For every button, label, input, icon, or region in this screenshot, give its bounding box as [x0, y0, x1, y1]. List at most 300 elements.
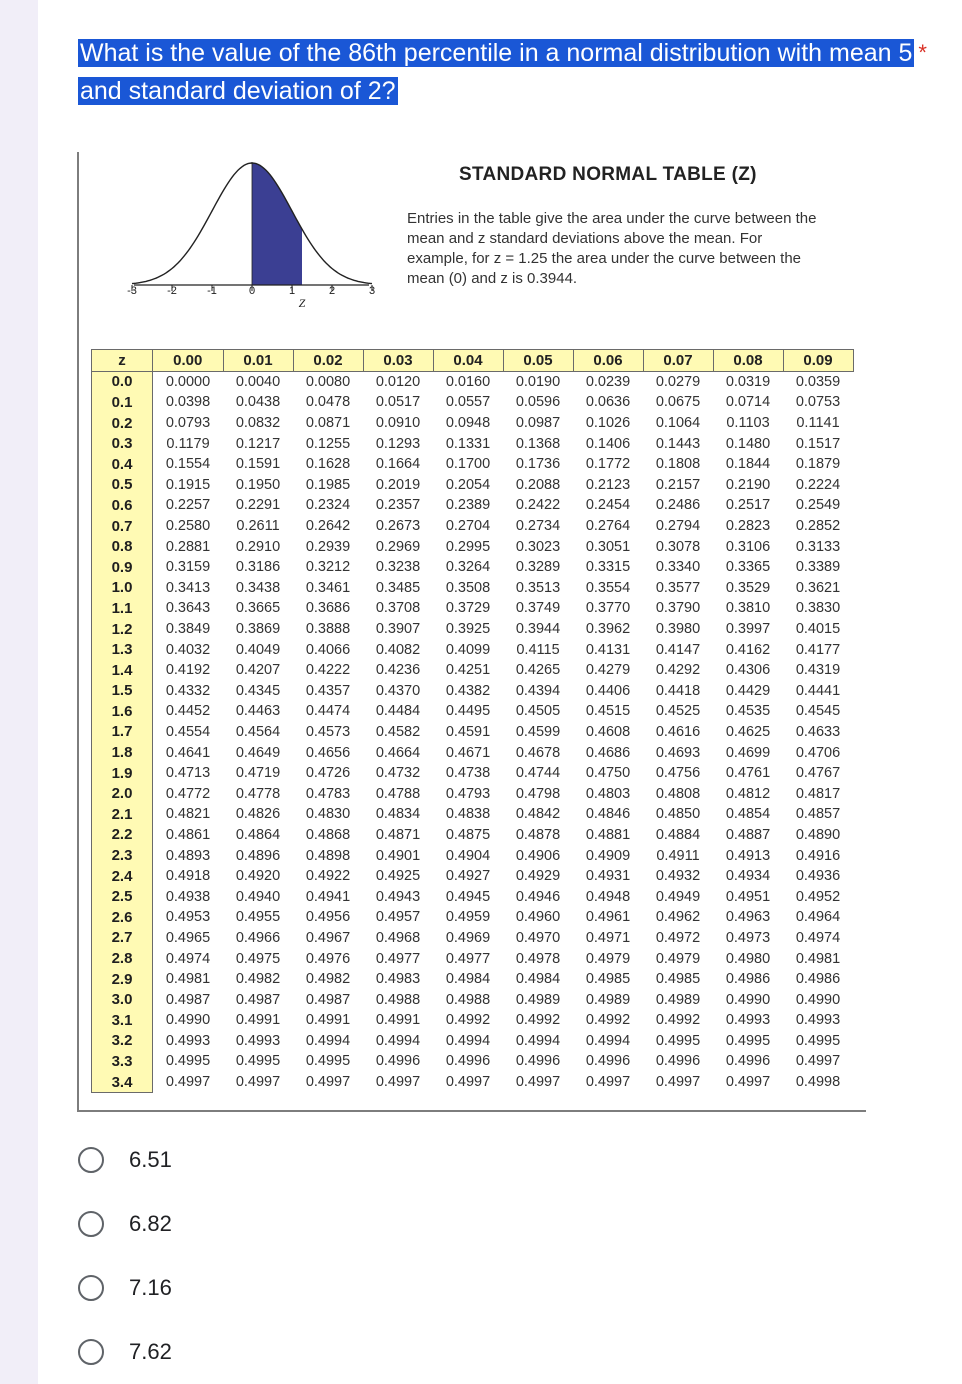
z-table-cell: 0.4345: [235, 682, 281, 699]
z-value-cell: 0.8: [92, 536, 153, 557]
z-table-cell: 0.4993: [165, 1032, 211, 1049]
z-table-cell: 0.4625: [725, 723, 771, 740]
z-table-cell: 0.4920: [235, 868, 281, 885]
z-table-cell: 0.4319: [795, 662, 841, 679]
z-table-cell: 0.3729: [445, 600, 491, 617]
z-table-cell: 0.0987: [515, 415, 561, 432]
z-table-row: [92, 886, 854, 907]
z-table-cell: 0.4871: [375, 826, 421, 843]
z-table-cell: 0.4826: [235, 806, 281, 823]
z-table-cell: 0.4966: [235, 929, 281, 946]
z-table-cell: 0.4131: [585, 641, 631, 658]
z-table-cell: 0.0675: [655, 394, 701, 411]
z-table-cell: 0.0080: [305, 373, 351, 390]
z-table-cell: 0.4913: [725, 847, 771, 864]
z-table-cell: 0.4995: [795, 1032, 841, 1049]
z-value-cell: 0.0: [92, 371, 153, 392]
z-table-cell: 0.1879: [795, 456, 841, 473]
z-table-cell: 0.4969: [445, 929, 491, 946]
z-table-cell: 0.4997: [165, 1074, 211, 1091]
curve-tick-label: 2: [328, 285, 336, 297]
z-table-cell: 0.1664: [375, 456, 421, 473]
z-table-cell: 0.4990: [725, 991, 771, 1008]
z-table-cell: 0.4940: [235, 888, 281, 905]
z-table-cell: 0.4761: [725, 765, 771, 782]
z-value-cell: 0.6: [92, 495, 153, 516]
z-table-cell: 0.4996: [515, 1053, 561, 1070]
z-table-cell: 0.4932: [655, 868, 701, 885]
z-table-cell: 0.3461: [305, 579, 351, 596]
z-table-cell: 0.4989: [515, 991, 561, 1008]
z-table-cell: 0.4974: [165, 950, 211, 967]
z-table-cell: 0.4961: [585, 909, 631, 926]
z-table-cell: 0.1985: [305, 476, 351, 493]
z-table-cell: 0.4997: [585, 1074, 631, 1091]
z-table-cell: 0.4996: [375, 1053, 421, 1070]
z-table-cell: 0.2734: [515, 518, 561, 535]
z-value-cell: 1.6: [92, 701, 153, 722]
z-table-cell: 0.0398: [165, 394, 211, 411]
z-table-column-header: 0.05: [503, 350, 573, 372]
z-table-cell: 0.4963: [725, 909, 771, 926]
z-value-cell: 2.1: [92, 804, 153, 825]
z-table-cell: 0.4992: [515, 1012, 561, 1029]
z-table-cell: 0.3962: [585, 621, 631, 638]
z-table-cell: 0.4977: [375, 950, 421, 967]
z-table-cell: 0.4693: [655, 744, 701, 761]
z-table-cell: 0.4656: [305, 744, 351, 761]
z-table-column-header: 0.03: [363, 350, 433, 372]
z-table-cell: 0.4525: [655, 703, 701, 720]
z-table-cell: 0.4678: [515, 744, 561, 761]
z-table-cell: 0.4370: [375, 682, 421, 699]
z-table-cell: 0.4049: [235, 641, 281, 658]
z-value-cell: 1.7: [92, 722, 153, 743]
z-table: [91, 349, 854, 1093]
z-table-cell: 0.4929: [515, 868, 561, 885]
z-table-cell: 0.4981: [165, 971, 211, 988]
z-table-cell: 0.4982: [305, 971, 351, 988]
z-table-cell: 0.4699: [725, 744, 771, 761]
z-value-cell: 3.0: [92, 989, 153, 1010]
z-table-cell: 0.4972: [655, 929, 701, 946]
z-table-cell: 0.4082: [375, 641, 421, 658]
radio-button[interactable]: [78, 1147, 104, 1173]
z-table-row: [92, 845, 854, 866]
z-table-cell: 0.4750: [585, 765, 631, 782]
z-table-cell: 0.3869: [235, 621, 281, 638]
z-table-cell: 0.1368: [515, 435, 561, 452]
z-table-cell: 0.1480: [725, 435, 771, 452]
z-table-row: [92, 783, 854, 804]
z-table-cell: 0.4162: [725, 641, 771, 658]
z-table-cell: 0.4973: [725, 929, 771, 946]
z-table-cell: 0.4993: [795, 1012, 841, 1029]
z-table-cell: 0.4998: [795, 1074, 841, 1091]
z-table-cell: 0.1628: [305, 456, 351, 473]
z-table-cell: 0.2969: [375, 538, 421, 555]
z-table-row: [92, 392, 854, 413]
z-table-cell: 0.4633: [795, 723, 841, 740]
option-label: 6.82: [129, 1211, 172, 1236]
z-table-cell: 0.4993: [235, 1032, 281, 1049]
z-table-cell: 0.0832: [235, 415, 281, 432]
z-table-cell: 0.0120: [375, 373, 421, 390]
z-table-cell: 0.0517: [375, 394, 421, 411]
z-value-cell: 0.3: [92, 433, 153, 454]
z-table-cell: 0.4988: [445, 991, 491, 1008]
z-value-cell: 2.7: [92, 928, 153, 949]
z-value-cell: 0.2: [92, 413, 153, 434]
z-table-row: [92, 619, 854, 640]
z-table-cell: 0.3925: [445, 621, 491, 638]
z-table-cell: 0.4996: [585, 1053, 631, 1070]
z-value-cell: 3.4: [92, 1072, 153, 1093]
z-value-cell: 0.4: [92, 454, 153, 475]
z-table-cell: 0.4957: [375, 909, 421, 926]
z-table-cell: 0.1772: [585, 456, 631, 473]
z-table-row: [92, 681, 854, 702]
z-table-cell: 0.0000: [165, 373, 211, 390]
z-table-row: [92, 454, 854, 475]
z-table-cell: 0.4934: [725, 868, 771, 885]
z-table-cell: 0.3315: [585, 559, 631, 576]
z-table-cell: 0.2019: [375, 476, 421, 493]
z-table-column-header: 0.08: [713, 350, 783, 372]
z-table-cell: 0.4726: [305, 765, 351, 782]
z-table-cell: 0.4554: [165, 723, 211, 740]
z-table-cell: 0.4222: [305, 662, 351, 679]
z-table-cell: 0.2291: [235, 497, 281, 514]
z-table-cell: 0.4608: [585, 723, 631, 740]
z-table-cell: 0.4265: [515, 662, 561, 679]
z-table-cell: 0.4916: [795, 847, 841, 864]
z-table-cell: 0.4994: [515, 1032, 561, 1049]
z-table-cell: 0.4884: [655, 826, 701, 843]
z-table-cell: 0.4987: [305, 991, 351, 1008]
z-table-cell: 0.4706: [795, 744, 841, 761]
z-table-cell: 0.4987: [235, 991, 281, 1008]
z-table-cell: 0.3413: [165, 579, 211, 596]
radio-button[interactable]: [78, 1275, 104, 1301]
z-table-cell: 0.3159: [165, 559, 211, 576]
z-table-cell: 0.4985: [655, 971, 701, 988]
z-table-cell: 0.4922: [305, 868, 351, 885]
z-table-cell: 0.4744: [515, 765, 561, 782]
z-table-cell: 0.2454: [585, 497, 631, 514]
z-table-cell: 0.3289: [515, 559, 561, 576]
z-table-cell: 0.3708: [375, 600, 421, 617]
z-value-cell: 0.1: [92, 392, 153, 413]
z-table-cell: 0.3078: [655, 538, 701, 555]
z-table-row: [92, 763, 854, 784]
z-table-cell: 0.4977: [445, 950, 491, 967]
z-table-cell: 0.4986: [795, 971, 841, 988]
z-table-cell: 0.4995: [725, 1032, 771, 1049]
radio-button[interactable]: [78, 1339, 104, 1365]
z-table-row: [92, 578, 854, 599]
z-table-cell: 0.4821: [165, 806, 211, 823]
z-table-cell: 0.4732: [375, 765, 421, 782]
z-value-cell: 2.4: [92, 866, 153, 887]
z-table-cell: 0.4830: [305, 806, 351, 823]
z-table-cell: 0.1331: [445, 435, 491, 452]
z-table-cell: 0.4418: [655, 682, 701, 699]
z-table-cell: 0.4994: [305, 1032, 351, 1049]
z-table-row: [92, 989, 854, 1010]
z-table-cell: 0.3790: [655, 600, 701, 617]
z-table-cell: 0.0319: [725, 373, 771, 390]
z-table-cell: 0.4982: [235, 971, 281, 988]
curve-tick-label: 1: [288, 285, 296, 297]
z-table-cell: 0.4946: [515, 888, 561, 905]
z-table-cell: 0.4991: [305, 1012, 351, 1029]
z-table-cell: 0.1700: [445, 456, 491, 473]
z-table-cell: 0.4495: [445, 703, 491, 720]
z-table-cell: 0.4893: [165, 847, 211, 864]
z-table-cell: 0.4406: [585, 682, 631, 699]
z-table-cell: 0.0636: [585, 394, 631, 411]
z-table-cell: 0.1103: [726, 415, 770, 432]
z-table-cell: 0.4616: [655, 723, 701, 740]
z-table-column-header: 0.06: [573, 350, 643, 372]
z-value-cell: 2.5: [92, 886, 153, 907]
z-value-cell: 0.5: [92, 475, 153, 496]
z-table-cell: 0.4995: [235, 1053, 281, 1070]
z-table-cell: 0.1293: [375, 435, 421, 452]
z-table-cell: 0.1844: [725, 456, 771, 473]
z-table-cell: 0.2190: [725, 476, 771, 493]
z-table-cell: 0.4997: [725, 1074, 771, 1091]
z-table-cell: 0.3133: [795, 538, 841, 555]
z-table-row: [92, 557, 854, 578]
z-table-row: [92, 495, 854, 516]
z-table-cell: 0.4846: [585, 806, 631, 823]
z-table-cell: 0.4357: [305, 682, 351, 699]
answer-option-1[interactable]: [78, 1128, 172, 1192]
z-table-cell: 0.2486: [655, 497, 701, 514]
z-table-row: [92, 907, 854, 928]
question-line-1: What is the value of the 86th percentile in a normal distribution with mean 5: [80, 39, 913, 67]
z-table-cell: 0.0160: [445, 373, 491, 390]
z-table-cell: 0.3508: [445, 579, 491, 596]
z-table-row: [92, 433, 854, 454]
z-table-row: [92, 928, 854, 949]
z-table-cell: 0.3438: [235, 579, 281, 596]
curve-tick-label: 0: [248, 285, 256, 297]
z-table-cell: 0.4997: [655, 1074, 701, 1091]
z-value-cell: 2.8: [92, 948, 153, 969]
z-table-row: [92, 969, 854, 990]
z-table-cell: 0.3830: [795, 600, 841, 617]
z-table-cell: 0.4236: [375, 662, 421, 679]
z-table-cell: 0.4842: [515, 806, 561, 823]
z-table-cell: 0.4850: [655, 806, 701, 823]
answer-option-4[interactable]: [78, 1320, 172, 1384]
z-value-cell: 1.8: [92, 742, 153, 763]
z-table-cell: 0.4990: [795, 991, 841, 1008]
z-table-cell: 0.1808: [655, 456, 701, 473]
z-table-cell: 0.4032: [165, 641, 211, 658]
z-table-cell: 0.3749: [515, 600, 561, 617]
z-table-cell: 0.4941: [305, 888, 351, 905]
z-table-cell: 0.2673: [375, 518, 421, 535]
option-label: 7.62: [129, 1339, 172, 1364]
z-value-cell: 1.5: [92, 681, 153, 702]
z-table-cell: 0.4671: [445, 744, 491, 761]
z-table-cell: 0.4989: [655, 991, 701, 1008]
z-table-row: [92, 371, 854, 392]
z-table-cell: 0.4904: [445, 847, 491, 864]
z-table-cell: 0.4279: [585, 662, 631, 679]
z-table-cell: 0.4878: [515, 826, 561, 843]
z-table-cell: 0.4980: [725, 950, 771, 967]
z-table-corner-cell: z: [92, 350, 153, 372]
z-table-cell: 0.4463: [235, 703, 281, 720]
z-table-cell: 0.4987: [165, 991, 211, 1008]
z-table-row: [92, 701, 854, 722]
z-table-row: [92, 866, 854, 887]
z-table-cell: 0.4983: [375, 971, 421, 988]
z-table-cell: 0.4798: [515, 785, 561, 802]
z-table-row: [92, 516, 854, 537]
z-table-cell: 0.1736: [515, 456, 561, 473]
z-table-cell: 0.0359: [795, 373, 841, 390]
z-table-cell: 0.3810: [725, 600, 771, 617]
z-table-cell: 0.4997: [795, 1053, 841, 1070]
z-table-cell: 0.4854: [725, 806, 771, 823]
z-table-cell: 0.1064: [655, 415, 701, 432]
z-table-cell: 0.4515: [585, 703, 631, 720]
z-table-row: [92, 948, 854, 969]
z-table-cell: 0.2642: [305, 518, 351, 535]
z-table-cell: 0.2088: [515, 476, 561, 493]
z-table-row: [92, 1031, 854, 1052]
answer-option-2[interactable]: [78, 1192, 172, 1256]
z-table-cell: 0.4974: [795, 929, 841, 946]
z-table-cell: 0.4952: [795, 888, 841, 905]
z-table-cell: 0.3770: [585, 600, 631, 617]
z-table-cell: 0.3264: [445, 559, 491, 576]
z-table-cell: 0.4971: [585, 929, 631, 946]
z-table-cell: 0.2881: [165, 538, 211, 555]
z-table-cell: 0.4991: [235, 1012, 281, 1029]
z-table-cell: 0.2852: [795, 518, 841, 535]
z-table-row: [92, 742, 854, 763]
z-table-cell: 0.1950: [235, 476, 281, 493]
z-table-cell: 0.4943: [375, 888, 421, 905]
z-table-cell: 0.4949: [655, 888, 701, 905]
z-table-column-header: 0.00: [153, 350, 224, 372]
z-table-cell: 0.4772: [165, 785, 211, 802]
z-table-cell: 0.3665: [235, 600, 281, 617]
z-table-cell: 0.4997: [235, 1074, 281, 1091]
z-value-cell: 1.3: [92, 639, 153, 660]
z-table-cell: 0.4970: [515, 929, 561, 946]
z-table-row: [92, 1010, 854, 1031]
z-table-cell: 0.0910: [375, 415, 421, 432]
z-table-cell: 0.4960: [515, 909, 561, 926]
z-table-cell: 0.4664: [375, 744, 421, 761]
z-table-cell: 0.4965: [165, 929, 211, 946]
z-table-cell: 0.3529: [725, 579, 771, 596]
z-table-cell: 0.4992: [445, 1012, 491, 1029]
z-table-row: [92, 413, 854, 434]
z-value-cell: 2.2: [92, 825, 153, 846]
z-table-cell: 0.3340: [655, 559, 701, 576]
z-table-cell: 0.4452: [165, 703, 211, 720]
z-table-cell: 0.4817: [795, 785, 841, 802]
z-table-cell: 0.4441: [795, 682, 841, 699]
z-value-cell: 3.3: [92, 1051, 153, 1072]
z-table-cell: 0.4967: [305, 929, 351, 946]
z-table-cell: 0.2939: [305, 538, 351, 555]
z-value-cell: 0.9: [92, 557, 153, 578]
table-title: STANDARD NORMAL TABLE (Z): [459, 164, 757, 185]
z-table-cell: 0.4918: [165, 868, 211, 885]
z-table-row: [92, 598, 854, 619]
z-table-cell: 0.4997: [515, 1074, 561, 1091]
z-table-cell: 0.0596: [515, 394, 561, 411]
z-table-cell: 0.0948: [445, 415, 491, 432]
curve-tick-label: -3: [127, 285, 137, 297]
z-table-cell: 0.4783: [305, 785, 351, 802]
z-table-cell: 0.3485: [375, 579, 421, 596]
answer-option-3[interactable]: [78, 1256, 172, 1320]
z-table-cell: 0.4945: [445, 888, 491, 905]
radio-button[interactable]: [78, 1211, 104, 1237]
z-table-cell: 0.4808: [655, 785, 701, 802]
z-table-cell: 0.4382: [445, 682, 491, 699]
option-label: 6.51: [129, 1147, 172, 1172]
z-table-cell: 0.0478: [305, 394, 351, 411]
z-table-cell: 0.4015: [795, 621, 841, 638]
z-table-cell: 0.1141: [796, 415, 840, 432]
z-table-cell: 0.3944: [515, 621, 561, 638]
z-table-cell: 0.4984: [445, 971, 491, 988]
z-table-cell: 0.4956: [305, 909, 351, 926]
z-table-cell: 0.4953: [165, 909, 211, 926]
z-table-cell: 0.4962: [655, 909, 701, 926]
z-table-cell: 0.1217: [235, 435, 281, 452]
z-table-cell: 0.4505: [515, 703, 561, 720]
z-table-row: [92, 804, 854, 825]
z-table-cell: 0.4938: [165, 888, 211, 905]
z-table-cell: 0.4896: [235, 847, 281, 864]
z-table-cell: 0.4474: [305, 703, 351, 720]
z-table-column-header: 0.01: [223, 350, 293, 372]
z-table-cell: 0.3577: [655, 579, 701, 596]
z-value-cell: 0.7: [92, 516, 153, 537]
z-table-row: [92, 660, 854, 681]
z-table-cell: 0.4995: [655, 1032, 701, 1049]
z-table-row: [92, 1051, 854, 1072]
z-table-cell: 0.4306: [725, 662, 771, 679]
z-table-cell: 0.4995: [305, 1053, 351, 1070]
z-table-cell: 0.0040: [235, 373, 281, 390]
z-table-row: [92, 825, 854, 846]
z-table-cell: 0.2389: [445, 497, 491, 514]
z-table-cell: 0.4968: [375, 929, 421, 946]
z-table-cell: 0.4719: [235, 765, 281, 782]
z-table-cell: 0.3051: [585, 538, 631, 555]
z-table-cell: 0.4177: [795, 641, 841, 658]
z-table-cell: 0.4738: [445, 765, 491, 782]
table-description: Entries in the table give the area under the curve between the mean and z standard deviations above the mean. For example, for z = 1.25 the area under the curve between the mean (0) and z is 0.3944.: [407, 210, 817, 287]
z-table-cell: 0.1517: [795, 435, 841, 452]
z-table-cell: 0.4115: [516, 641, 560, 658]
z-table-cell: 0.4812: [725, 785, 771, 802]
